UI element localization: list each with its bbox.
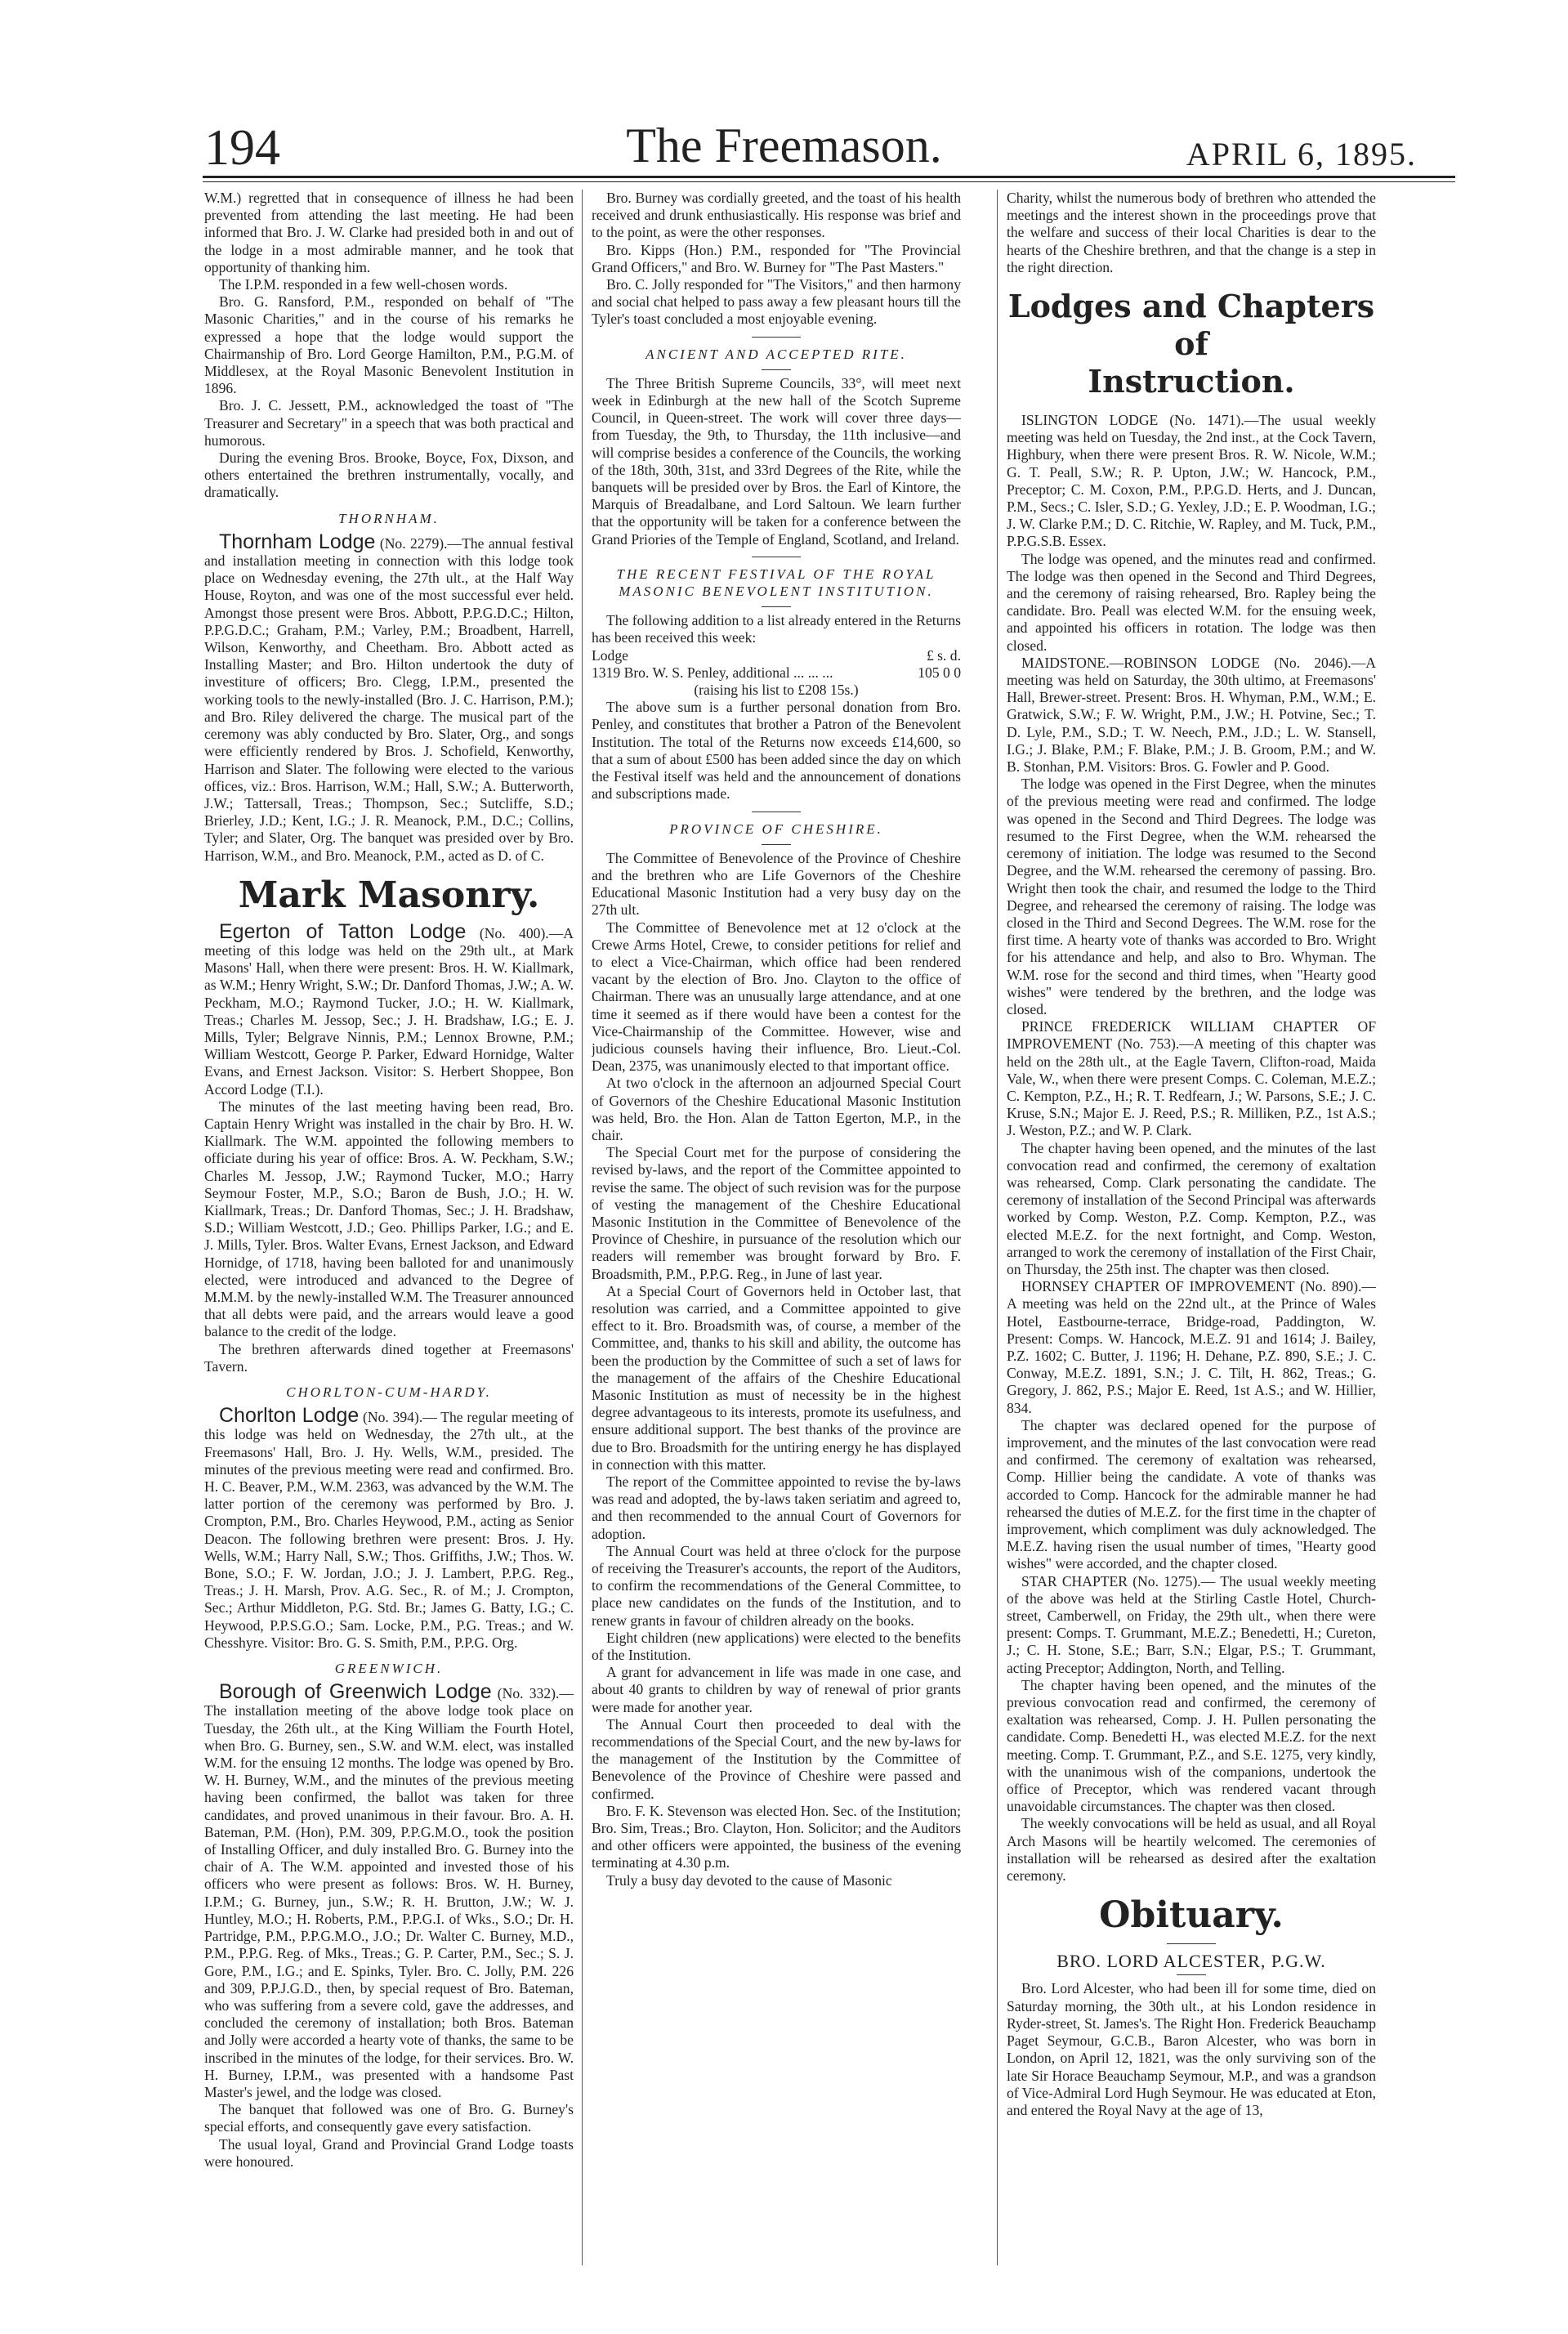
section-heading: Mark Masonry. bbox=[238, 874, 540, 916]
newspaper-title: The Freemason. bbox=[626, 118, 942, 172]
paragraph: The above sum is a further personal donation from Bro. Penley, and constitutes that brother a Patron of the Benevolent Institution. The total of the Returns now exceeds £14,600, so that a sum of about £500 has been added since the day on which the Festival itself was held and the announcement of donations and subscriptions made. bbox=[592, 699, 961, 803]
paragraph: The chapter having been opened, and the minutes of the previous convocation read and confirmed, the ceremony of exaltation was rehearsed, Comp. J. H. Pullen personating the candidate. Comp. Benedetti H., was elected M.E.Z. for the next meeting. Comp. T. Grummant, P.Z., and S.E. 1275, very kindly, with the unanimous wish of the companions, undertook the office of Preceptor, which was rendered vacant through unavoidable circumstances. The chapter was then closed. bbox=[1007, 1676, 1376, 1815]
paragraph: The following addition to a list already entered in the Returns has been received this week: bbox=[592, 612, 961, 646]
return-amount: 105 0 0 bbox=[918, 664, 961, 681]
section-heading: Obituary. bbox=[1099, 1894, 1284, 1937]
lodge-name: Chorlton Lodge bbox=[219, 1404, 360, 1428]
lodge-report bbox=[204, 530, 574, 865]
lodge-report bbox=[204, 1404, 574, 1652]
lodge-report-text: (No. 400).—A meeting of this lodge was held on the 29th ult., at Mark Masons' Hall, when there were present: Bros. H. W. Kiallmark, as W.M.; Henry Wright, S.W.; Dr. Danford Thomas, J.W.; A. W. Peckham, M.O.; Raymond Tucker, J.O.; H. W. Kiallmark, Treas.; Charles M. Jessop, Sec.; J. H. Bradshaw, I.G.; E. J. Mills, Tyler; Belgrave Ninnis, P.M.; Lennox Browne, P.M.; William Westcott, George P. Parker, Edward Hornidge, Walter Evans, and Ernest Jackson. Visitor: S. Herbert Shoppee, Bon Accord Lodge (T.I.). bbox=[204, 924, 574, 1098]
issue-date: APRIL 6, 1895. bbox=[1186, 136, 1417, 172]
paragraph: Bro. G. Ransford, P.M., responded on behalf of "The Masonic Charities," and in the course of his remarks he expressed a hope that the lodge would support the Chairmanship of Bro. Lord George Hamilton, P.M., P.G.M. of Middlesex, at the Royal Masonic Benevolent Institution in 1896. bbox=[204, 293, 574, 397]
masthead-rule bbox=[203, 176, 1455, 178]
section-heading-line: Lodges and Chapters of bbox=[1007, 288, 1375, 363]
lodge-name: Egerton of Tatton Lodge bbox=[219, 919, 467, 943]
lodge-name: Borough of Greenwich Lodge bbox=[219, 1680, 492, 1704]
return-note: (raising his list to £208 15s.) bbox=[694, 682, 859, 699]
paragraph: The chapter having been opened, and the minutes of the last convocation read and confirmed, the ceremony of exaltation was rehearsed, Comp. Clark personating the candidate. The ceremony of installation of the Second Principal was afterwards worked by Comp. Weston, P.Z. Comp. Kempton, P.Z., was elected M.E.Z. for the next fortnight, and Comp. Weston, arranged to work the ceremony of installation of the First Chair, on Thursday, the 25th inst. The chapter was then closed. bbox=[1007, 1139, 1376, 1277]
paragraph: The Three British Supreme Councils, 33°, will meet next week in Edinburgh at the new hall of the Scotch Supreme Council, in Queen-street. The work will cover three days—from Tuesday, the 9th, to Thursday, the 11th inclusive—and will comprise besides a conference of the Councils, the working of the 18th, 30th, 31st, and 33rd Degrees of the Rite, while the banquets will be presided over by Bros. the Earl of Kintore, the Marquis of Breadalbane, and Lord Saltoun. We learn further that the opportunity will be taken for a conference between the Grand Priories of the Temple of England, Scotland, and Ireland. bbox=[592, 374, 961, 548]
obituary-title: BRO. LORD ALCESTER, P.G.W. bbox=[1057, 1951, 1326, 1972]
paragraph: The banquet that followed was one of Bro. G. Burney's special efforts, and consequently gave every satisfaction. bbox=[204, 2101, 574, 2135]
paragraph: Eight children (new applications) were elected to the benefits of the Institution. bbox=[592, 1629, 961, 1664]
separator-rule bbox=[762, 606, 791, 607]
paragraph: MAIDSTONE.—ROBINSON LODGE (No. 2046).—A meeting was held on Saturday, the 30th ultimo, at Freemasons' Hall, Brewer-street. Present: Bros. H. Whyman, P.M., W.M.; E. Gratwick, S.W.; F. W. Wright, P.M., J.W.; H. Potvine, Sec.; T. D. Lyle, P.M., S.D.; T. W. Neech, P.M., J.D.; L. W. Stansell, I.G.; J. Blake, P.M.; F. Blake, P.M.; J. B. Groom, P.M.; and W. B. Stonhan, P.M. Visitors: Bros. G. Fowler and P. Good. bbox=[1007, 654, 1376, 776]
paragraph: W.M.) regretted that in consequence of illness he had been prevented from attending the last meeting. He had been informed that Bro. J. W. Clarke had presided both in and out of the lodge in a most admirable manner, and he took that opportunity of thanking him. bbox=[204, 190, 574, 275]
paragraph: Bro. Burney was cordially greeted, and the toast of his health received and drunk enthusiastically. His response was brief and to the point, as were the other responses. bbox=[592, 190, 961, 241]
paragraph: The report of the Committee appointed to revise the by-laws was read and adopted, the by-laws taken seriatim and agreed to, and then recommended to the annual Court of Governors for adoption. bbox=[592, 1473, 961, 1542]
column-divider bbox=[997, 190, 998, 2265]
paragraph: At a Special Court of Governors held in October last, that resolution was carried, and a Committee appointed to give effect to it. Bro. Broadsmith was, of course, a member of the Committee, and, thanks to his skill and ability, the outcome has been the production by the Committee of such a set of laws for the management of the affairs of the Cheshire Educational Masonic Institution as must of necessity be in the highest degree advantageous to its interests, promote its usefulness, and ensure additional support. The best thanks of the province are due to Bro. Broadsmith for the untiring energy he has displayed in connection with this matter. bbox=[592, 1282, 961, 1473]
paragraph: The Annual Court then proceeded to deal with the recommendations of the Special Court, and the new by-laws for the management of the Institution by the Committee of Benevolence of the Province of Cheshire were passed and confirmed. bbox=[592, 1715, 961, 1802]
return-entry: 1319 Bro. W. S. Penley, additional ... ... ... bbox=[592, 664, 833, 681]
lodge-report bbox=[204, 1680, 574, 2101]
return-header-row bbox=[592, 647, 961, 664]
paragraph: The minutes of the last meeting having been read, Bro. Captain Henry Wright was installed in the chair by Bro. H. W. Kiallmark. The W.M. appointed the following members to officiate during his year of office: Bros. A. W. Peckham, S.W.; Charles M. Jessop, J.W.; Raymond Tucker, M.O.; Harry Seymour Foster, M.P., S.O.; Baron de Bush, J.O.; H. W. Kiallmark, Treas.; Dr. Danford Thomas, Sec.; J. H. Bradshaw, S.D.; William Westcott, J.D.; Geo. Phillips Parker, I.G.; and E. J. Mills, Tyler. Bros. Walter Evans, Ernest Jackson, and Edward Hornidge, of 1718, having been balloted for and unanimously elected, were introduced and advanced to the Degree of M.M.M. by the newly-installed W.M. The Treasurer announced that all debts were paid, and the arrears would leave a good balance to the credit of the lodge. bbox=[204, 1098, 574, 1340]
paragraph: A grant for advancement in life was made in one case, and about 40 grants to children by way of renewal of prior grants were made for another year. bbox=[592, 1664, 961, 1715]
paragraph: Bro. Lord Alcester, who had been ill for some time, died on Saturday morning, the 30th ult., at his London residence in Ryder-street, St. James's. The Right Hon. Frederick Beauchamp Paget Seymour, G.C.B., Baron Alcester, who was born in London, on April 12, 1821, was the only surviving son of the late Sir Horace Beauchamp Seymour, M.P., and was a grandson of Vice-Admiral Lord Hugh Seymour. He was educated at Eton, and entered the Royal Navy at the age of 13, bbox=[1007, 1980, 1376, 2118]
paragraph: The lodge was opened in the First Degree, when the minutes of the previous meeting were read and confirmed. The lodge was opened in the Second and Third Degrees. The lodge was resumed to the First Degree, when the W.M. rehearsed the ceremony of initiation. The lodge was resumed to the Second Degree, and the W.M. rehearsed the ceremony of passing. Bro. Wright then took the chair, and resumed the lodge to the Third Degree, and rehearsed the ceremony of raising. The lodge was closed in the Third and Second Degrees. The W.M. rose for the first time. A hearty vote of thanks was accorded to Bro. Wright for his attendance and help, and also to Bro. Whyman. The W.M. rose for the second and third times, when "Hearty good wishes" were tendered by the brethren, and the lodge was closed. bbox=[1007, 776, 1376, 1017]
paragraph: The Committee of Benevolence of the Province of Cheshire and the brethren who are Life Governors of the Cheshire Educational Masonic Institution had a very busy day on the 27th ult. bbox=[592, 849, 961, 919]
paragraph: ISLINGTON LODGE (No. 1471).—The usual weekly meeting was held on Tuesday, the 2nd inst., at the Cock Tavern, Highbury, when there were present Bros. R. W. Nicole, W.M.; G. T. Peall, S.W.; R. P. Upton, J.W.; W. Hancock, P.M., Preceptor; C. M. Coxon, P.M., P.P.G.D. Herts, and J. Duncan, P.M., Secs.; C. Isler, S.D.; G. Yexley, J.D.; E. P. Woodman, I.G.; J. W. Clarke P.M.; D. C. Ritchie, W. Rapley, and M. Tuck, P.M., P.P.G.S.B. Essex. bbox=[1007, 412, 1376, 550]
section-heading-line: Instruction. bbox=[1088, 363, 1295, 400]
paragraph: The usual loyal, Grand and Provincial Grand Lodge toasts were honoured. bbox=[204, 2135, 574, 2170]
lodge-report-text: (No. 332).—The installation meeting of the above lodge took place on Tuesday, the 26th ult., at the King William the Fourth Hotel, when Bro. G. Burney, sen., S.W. and W.M. elect, was installed W.M. for the ensuing 12 months. The lodge was opened by Bro. W. H. Burney, W.M., and the minutes of the previous meeting having been confirmed, the ballot was taken for three candidates, and proved unanimous in their favour. Bro. A. H. Bateman, P.M. (Hon), P.M. 309, P.P.G.M.O., took the position of Installing Officer, and duly installed Bro. G. Burney into the chair of A. The W.M. appointed and invested those of his officers who were present as follows: Bros. W. H. Burney, I.P.M.; G. Burney, jun., S.W.; R. H. Brutton, J.W.; W. J. Huntley, M.O.; H. Roberts, P.M., P.P.G.I. of Wks., S.O.; Dr. H. Partridge, P.M., P.P.G.M.O., J.O.; Dr. Walter C. Burney, M.D., P.M., P.P.G. Reg. of Mks., Treas.; G. P. Carter, P.M., Sec.; S. J. Gore, P.M., I.G.; and E. Spinks, Tyler. Bro. C. Jolly, P.M. 226 and 309, P.P.J.G.D., then, by special request of Bro. Bateman, who was suffering from a severe cold, gave the addresses, and concluded the ceremony of installation; both Bros. Bateman and Jolly were accorded a hearty vote of thanks, the same to be inscribed in the minutes of the lodge, for their services. Bro. W. H. Burney, I.P.M., was presented with a handsome Past Master's jewel, and the lodge was closed. bbox=[204, 1685, 574, 2100]
masthead bbox=[0, 0, 1568, 176]
section-subheading: GREENWICH. bbox=[334, 1661, 444, 1677]
section-heading bbox=[1007, 288, 1376, 400]
separator-rule bbox=[762, 844, 791, 845]
section-subheading: CHORLTON-CUM-HARDY. bbox=[286, 1384, 492, 1400]
lodge-report bbox=[204, 919, 574, 1098]
currency-header: £ s. d. bbox=[926, 646, 961, 664]
lodge-report-text: (No. 2279).—The annual festival and installation meeting in connection with this lodge took place on Wednesday evening, the 27th ult., at the Half Way House, Royton, and was one of the most successful ever held. Amongst those present were Bros. Abbott, P.P.G.D.C.; Hilton, P.P.G.D.C.; Graham, P.M.; Varley, P.M.; Broadbent, Harrell, Wilson, Kenworthy, and Cheetham. Bro. Abbott acted as Installing Master; and Bro. Hilton undertook the duty of investiture of officers; Bro. Clegg, I.P.M., presented the working tools to the newly-installed (Bro. J. C. Harrison, P.M.); and Bro. Riley delivered the charge. The musical part of the ceremony was ably conducted by Bro. Slater, Org., and songs were efficiently rendered by Bros. J. Schofield, Kenworthy, Harrison and Slater. The following were elected to the various offices, viz.: Bros. Harrison, W.M.; Hall, S.W.; A. Butterworth, J.W.; Tattersall, Treas.; Thompson, Sec.; Sutcliffe, S.D.; Brierley, J.D.; Kent, I.G.; J. R. Meanock, P.M., D.C.; Collins, Tyler; and Slater, Org. The banquet was presided over by Bro. Harrison, W.M., and Bro. Meanock, P.M., acted as D. of C. bbox=[204, 534, 574, 864]
paragraph: The brethren afterwards dined together at Freemasons' Tavern. bbox=[204, 1340, 574, 1375]
paragraph: STAR CHAPTER (No. 1275).— The usual weekly meeting of the above was held at the Stirling Castle Hotel, Church-street, Camberwell, on Friday, the 29th ult., when there were present: Comps. T. Grummant, M.E.Z.; Benedetti, H.; Cureton, J.; C. H. Stone, S.E.; Barr, S.N.; Elgar, P.S.; T. Grummant, acting Preceptor; Addington, North, and Telling. bbox=[1007, 1572, 1376, 1676]
lodge-report-text: (No. 394).— The regular meeting of this lodge was held on Wednesday, the 27th ult., at the Freemasons' Hall, Bro. J. Hy. Wells, W.M., presided. The minutes of the previous meeting were read and confirmed. Bro. H. C. Beaver, P.M., W.M. 2363, was advanced by the W.M. The latter portion of the ceremony was performed by Bro. J. Crompton, P.M., Bro. Charles Heywood, P.M., acting as Senior Deacon. The following brethren were present: Bros. J. Hy. Wells, W.M.; Harry Nall, S.W.; Thos. Griffiths, J.W.; Thos. W. Bone, S.O.; F. W. Jordan, J.O.; J. J. Lambert, P.P.G. Reg., Treas.; J. H. Marsh, Prov. A.G. Sec., R. of M.; J. Crompton, Sec.; Arthur Middleton, P.G. Std. Br.; James G. Batty, I.G.; C. Heywood, P.P.S.G.O.; Sam. Locke, P.M., P.G. Treas.; and W. Chesshyre. Visitor: Bro. G. S. Smith, P.M., P.P.G. Org. bbox=[204, 1409, 574, 1651]
section-subheading: PROVINCE OF CHESHIRE. bbox=[669, 820, 883, 837]
lodge-label: Lodge bbox=[592, 646, 628, 664]
column-2 bbox=[592, 190, 961, 2249]
section-subheading: THE RECENT FESTIVAL OF THE ROYAL MASONIC BENEVOLENT INSTITUTION. bbox=[616, 566, 936, 600]
paragraph: Bro. C. Jolly responded for "The Visitors," and then harmony and social chat helped to pass away a few pleasant hours till the Tyler's toast concluded a most enjoyable evening. bbox=[592, 276, 961, 328]
paragraph: The Annual Court was held at three o'clock for the purpose of receiving the Treasurer's accounts, the report of the Auditors, to confirm the recommendations of the General Committee, to place new candidates on the funds of the Institution, and to renew grants in favour of children already on the books. bbox=[592, 1542, 961, 1629]
paragraph: During the evening Bros. Brooke, Boyce, Fox, Dixson, and others entertained the brethren instrumentally, vocally, and dramatically. bbox=[204, 449, 574, 501]
paragraph: The lodge was opened, and the minutes read and confirmed. The lodge was then opened in the Second and Third Degrees, and the ceremony of raising rehearsed, Bro. Rapley being the candidate. Bro. Peall was elected W.M. for the ensuing week, and appointed his officers in rotation. The lodge was then closed. bbox=[1007, 550, 1376, 654]
page-number: 194 bbox=[204, 120, 280, 176]
paragraph: Bro. F. K. Stevenson was elected Hon. Sec. of the Institution; Bro. Sim, Treas.; Bro. Clayton, Hon. Solicitor; and the Auditors and other officers were appointed, the business of the evening terminating at 4.30 p.m. bbox=[592, 1802, 961, 1871]
section-subheading: THORNHAM. bbox=[338, 510, 440, 526]
column-divider bbox=[582, 190, 583, 2265]
paragraph: The Special Court met for the purpose of considering the revised by-laws, and the report of the Committee appointed to revise the same. The object of such revision was for the purpose of vesting the management of the Cheshire Educational Masonic Institution in the Committee of Benevolence of the Province of Cheshire, in pursuance of the resolution which our readers will remember was brought forward by Bro. F. Broadsmith, P.M., P.P.G. Reg., in June of last year. bbox=[592, 1144, 961, 1282]
separator-rule bbox=[1167, 1943, 1216, 1944]
separator-rule bbox=[1177, 1974, 1206, 1975]
paragraph: The chapter was declared opened for the purpose of improvement, and the minutes of the last convocation were read and confirmed. The ceremony of exaltation was rehearsed, Comp. Hillier being the candidate. A vote of thanks was accorded to Comp. Hancock for the admirable manner he had rehearsed the duties of M.E.Z. for the first time in the chapter of improvement, which compliment was duly acknowledged. The M.E.Z. having risen the usual number of times, "Hearty good wishes" were accorded, and the chapter closed. bbox=[1007, 1416, 1376, 1572]
column-3 bbox=[1007, 190, 1376, 2265]
paragraph: Bro. J. C. Jessett, P.M., acknowledged the toast of "The Treasurer and Secretary" in a speech that was both practical and humorous. bbox=[204, 397, 574, 449]
paragraph: Truly a busy day devoted to the cause of Masonic bbox=[606, 1871, 892, 1889]
paragraph: At two o'clock in the afternoon an adjourned Special Court of Governors of the Cheshire Educational Masonic Institution was held, Bro. the Hon. Alan de Tatton Egerton, M.P., in the chair. bbox=[592, 1075, 961, 1143]
paragraph: The Committee of Benevolence met at 12 o'clock at the Crewe Arms Hotel, Crewe, to consider petitions for relief and to elect a Vice-Chairman, which office had been rendered vacant by the election of Bro. Jno. Clayton to the office of Chairman. There was an unusually large attendance, and at one time it seemed as if there would have been a contest for the Vice-Chairmanship of the Committee. However, wise and judicious counsels having their influence, Bro. Lieut.-Col. Dean, 2375, was unanimously elected to that important office. bbox=[592, 919, 961, 1075]
paragraph: HORNSEY CHAPTER OF IMPROVEMENT (No. 890).—A meeting was held on the 22nd ult., at the Prince of Wales Hotel, Eastbourne-terrace, Bridge-road, Paddington, W. Present: Comps. W. Hancock, M.E.Z. 91 and 1614; J. Bailey, P.Z. 1602; C. Butter, J. 1196; H. Dehane, P.Z. 890, S.E.; J. C. Conway, M.E.Z. 1891, S.N.; J. C. Tilt, H. 862, Treas.; G. Gregory, J. 862, P.S.; Major E. Reed, 1st A.S.; and W. Hillier, 834. bbox=[1007, 1278, 1376, 1416]
return-entry-row bbox=[592, 664, 961, 682]
masthead-rule-thin bbox=[203, 181, 1455, 182]
separator-rule bbox=[752, 337, 801, 338]
paragraph: Charity, whilst the numerous body of brethren who attended the meetings and the interest shown in the proceedings prove that the welfare and success of their local Charities is dear to the hearts of the Cheshire brethren, and that the change is a step in the right direction. bbox=[1007, 190, 1376, 275]
paragraph: Bro. Kipps (Hon.) P.M., responded for "The Provincial Grand Officers," and Bro. W. Burney for "The Past Masters." bbox=[592, 241, 961, 275]
column-1 bbox=[204, 190, 574, 2282]
paragraph: The weekly convocations will be held as usual, and all Royal Arch Masons will be heartily welcomed. The ceremonies of installation will be rehearsed as desired after the exaltation ceremony. bbox=[1007, 1815, 1376, 1885]
section-subheading: ANCIENT AND ACCEPTED RITE. bbox=[646, 346, 907, 362]
separator-rule bbox=[762, 369, 791, 370]
paragraph: PRINCE FREDERICK WILLIAM CHAPTER OF IMPROVEMENT (No. 753).—A meeting of this chapter was held on the 28th ult., at the Eagle Tavern, Clifton-road, Maida Vale, W., when there were present Comps. C. Coleman, M.E.Z.; C. Kempton, P.Z., H.; R. T. Redfearn, J.; W. Parsons, S.E.; J. C. Kruse, S.N.; Major E. J. Reed, P.S.; R. Milliken, P.Z., 1st A.S.; J. Weston, P.Z.; and W. P. Clark. bbox=[1007, 1018, 1376, 1139]
paragraph: The I.P.M. responded in a few well-chosen words. bbox=[219, 276, 508, 293]
lodge-name: Thornham Lodge bbox=[219, 530, 376, 553]
